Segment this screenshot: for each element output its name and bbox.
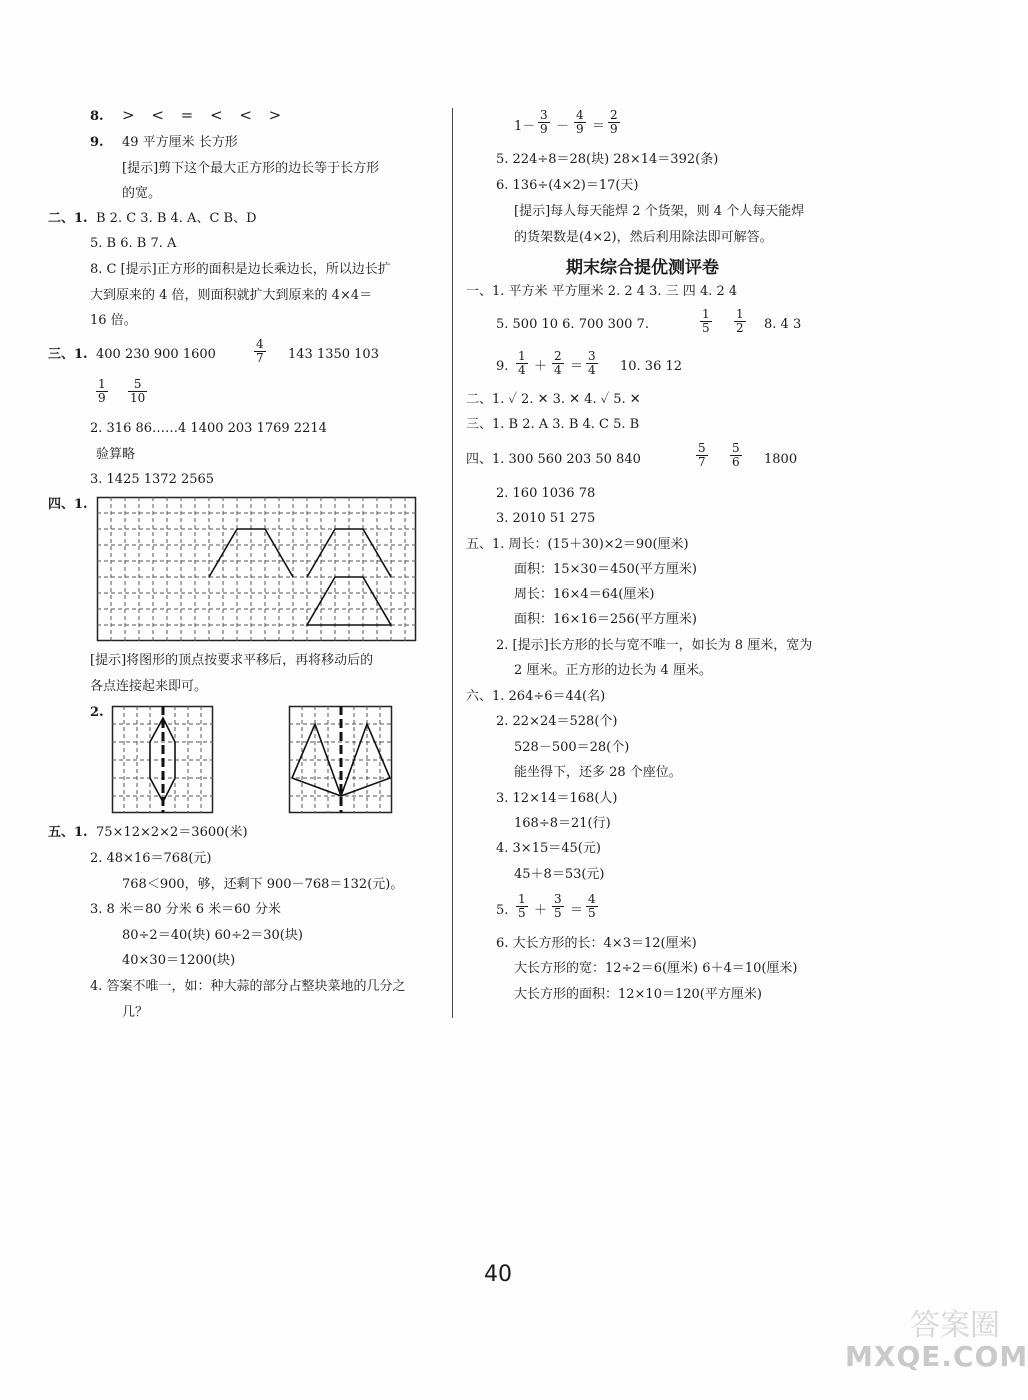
fraction-3-5: 3 5 xyxy=(554,892,562,920)
equals-sign: ＝ xyxy=(570,903,584,918)
q8-number: 8. xyxy=(90,109,104,124)
q8-answer: > < = < < > xyxy=(122,106,288,124)
section-2-q8-line-1: 8. C [提示]正方形的面积是边长乘边长，所以边长扩 xyxy=(90,262,391,277)
r-section-6-row-11: 大长方形的宽：12÷2＝6(厘米) 6＋4＝10(厘米) xyxy=(514,961,798,976)
r-section-5-row-5: 2. [提示]长方形的长与宽不唯一，如长为 8 厘米，宽为 xyxy=(496,638,813,653)
equals-sign: ＝ xyxy=(592,119,606,134)
section-5-q3-c: 40×30＝1200(块) xyxy=(122,953,236,968)
r-section-4-row-3: 3. 2010 51 275 xyxy=(496,511,596,526)
fraction-2-9: 2 9 xyxy=(610,108,618,136)
r-section-6-row-12: 大长方形的面积：12×10＝120(平方厘米) xyxy=(514,987,762,1002)
r-section-3: 三、1. B 2. A 3. B 4. C 5. B xyxy=(466,417,640,432)
section-2-row-2: 5. B 6. B 7. A xyxy=(90,236,177,251)
section-2-row-1: B 2. C 3. B 4. A、C B、D xyxy=(96,211,257,226)
equals-sign: ＝ xyxy=(570,359,584,374)
section-4-hint-1: [提示]将图形的顶点按要求平移后，再将移动后的 xyxy=(90,653,374,668)
fraction-3-9: 3 9 xyxy=(540,108,548,136)
r-section-6-row-7: 4. 3×15＝45(元) xyxy=(496,841,601,856)
q9-answer: 49 平方厘米 长方形 xyxy=(122,135,238,150)
symmetry-figure-right xyxy=(289,706,393,814)
section-5-q2-b: 768＜900，够，还剩下 900－768＝132(元)。 xyxy=(122,877,404,892)
r-section-5-row-4: 面积：16×16＝256(平方厘米) xyxy=(514,612,697,627)
q9-hint-1: [提示]剪下这个最大正方形的边长等于长方形 xyxy=(122,161,380,176)
section-4-head: 四、1. xyxy=(48,497,88,512)
fraction-1-4: 1 4 xyxy=(518,349,526,377)
right-q6-hint-1: [提示]每人每天能焊 2 个货架，则 4 个人每天能焊 xyxy=(514,204,805,219)
fraction-2-4: 2 4 xyxy=(554,349,562,377)
r-section-6-row-10: 6. 大长方形的长：4×3＝12(厘米) xyxy=(496,936,697,951)
r-section-4-row-1b: 1800 xyxy=(764,452,798,467)
r-section-6-row-4: 能坐得下，还多 28 个座位。 xyxy=(514,765,682,780)
r-section-1-row-1: 一、1. 平方米 平方厘米 2. 2 4 3. 三 四 4. 2 4 xyxy=(466,284,738,299)
r-section-5-row-3: 周长：16×4＝64(厘米) xyxy=(514,587,655,602)
minus-sign: － xyxy=(556,119,570,134)
section-3-row-1: 400 230 900 1600 xyxy=(96,347,216,362)
r-section-6-row-1: 六、1. 264÷6＝44(名) xyxy=(466,689,606,704)
right-q6: 6. 136÷(4×2)＝17(天) xyxy=(496,178,639,193)
right-q6-hint-2: 的货架数是(4×2)，然后利用除法即可解答。 xyxy=(514,230,773,245)
fraction-5-6: 5 6 xyxy=(732,441,740,469)
r-section-4-row-2: 2. 160 1036 78 xyxy=(496,486,596,501)
section-3-q2-check: 验算略 xyxy=(96,447,136,462)
r-section-5-row-1: 五、1. 周长：(15＋30)×2＝90(厘米) xyxy=(466,537,689,552)
fraction-4-7: 4 7 xyxy=(256,337,264,365)
section-2-head: 二、1. xyxy=(48,211,88,226)
r-section-5-row-2: 面积：15×30＝450(平方厘米) xyxy=(514,562,697,577)
fraction-1-9: 1 9 xyxy=(98,377,106,405)
section-5-q2-a: 2. 48×16＝768(元) xyxy=(90,851,212,866)
r-section-1-q10: 10. 36 12 xyxy=(620,359,683,374)
r-section-2: 二、1. ✓ 2. ✕ 3. ✕ 4. ✓ 5. ✕ xyxy=(466,392,641,407)
section-5-q3-b: 80÷2＝40(块) 60÷2＝30(块) xyxy=(122,928,303,943)
section-2-q8-line-3: 16 倍。 xyxy=(90,313,137,328)
section-4-hint-2: 各点连接起来即可。 xyxy=(90,679,208,694)
translation-grid-figure xyxy=(97,497,417,642)
section-3-q2: 2. 316 86……4 1400 203 1769 2214 xyxy=(90,421,327,436)
page-number: 40 xyxy=(484,1262,512,1287)
plus-sign: ＋ xyxy=(534,903,548,918)
r-section-1-row-2b: 8. 4 3 xyxy=(764,317,802,332)
r-section-6-row-3: 528－500＝28(个) xyxy=(514,740,630,755)
fraction-1-5-b: 1 5 xyxy=(518,892,526,920)
fraction-4-9: 4 9 xyxy=(576,108,584,136)
r-section-6-row-6: 168÷8＝21(行) xyxy=(514,816,611,831)
section-5-row-1: 75×12×2×2＝3600(米) xyxy=(96,825,248,840)
q9-number: 9. xyxy=(90,135,104,150)
section-5-q3-a: 3. 8 米＝80 分米 6 米＝60 分米 xyxy=(90,902,281,917)
plus-sign: ＋ xyxy=(534,359,548,374)
section-5-q4-a: 4. 答案不唯一，如：种大蒜的部分占整块菜地的几分之 xyxy=(90,979,406,994)
fraction-4-5: 4 5 xyxy=(588,892,596,920)
section-3-q3: 3. 1425 1372 2565 xyxy=(90,472,215,487)
top-eq-one: 1－ xyxy=(514,119,536,134)
r-section-1-q9: 9. xyxy=(496,359,509,374)
section-3-row-1b: 143 1350 103 xyxy=(288,347,379,362)
section-3-head: 三、1. xyxy=(48,347,88,362)
watermark-text: MXQE.COM xyxy=(845,1340,1028,1373)
fraction-5-10: 5 10 xyxy=(130,377,146,405)
r-section-1-row-2a: 5. 500 10 6. 700 300 7. xyxy=(496,317,649,332)
section-4-q2: 2. xyxy=(90,705,104,720)
fraction-1-2: 1 2 xyxy=(736,307,744,335)
q9-hint-2: 的宽。 xyxy=(122,186,162,201)
fraction-3-4: 3 4 xyxy=(588,349,596,377)
right-q5: 5. 224÷8＝28(块) 28×14＝392(条) xyxy=(496,152,719,167)
symmetry-figure-left xyxy=(112,706,214,814)
r-section-6-row-5: 3. 12×14＝168(人) xyxy=(496,791,618,806)
watermark-logo: 答案圈 xyxy=(910,1308,1000,1343)
r-section-6-row-8: 45＋8＝53(元) xyxy=(514,867,605,882)
r-section-5-row-6: 2 厘米。正方形的边长为 4 厘米。 xyxy=(514,663,712,678)
fraction-5-7: 5 7 xyxy=(698,441,706,469)
r-section-4-row-1: 四、1. 300 560 203 50 840 xyxy=(466,452,641,467)
r-section-6-q5: 5. xyxy=(496,903,509,918)
section-5-q4-b: 几？ xyxy=(122,1005,149,1020)
exam-title: 期末综合提优测评卷 xyxy=(566,258,719,278)
section-2-q8-line-2: 大到原来的 4 倍，则面积就扩大到原来的 4×4＝ xyxy=(90,288,373,303)
column-divider xyxy=(452,108,453,1018)
r-section-6-row-2: 2. 22×24＝528(个) xyxy=(496,714,618,729)
section-5-head: 五、1. xyxy=(48,825,88,840)
fraction-1-5: 1 5 xyxy=(702,307,710,335)
